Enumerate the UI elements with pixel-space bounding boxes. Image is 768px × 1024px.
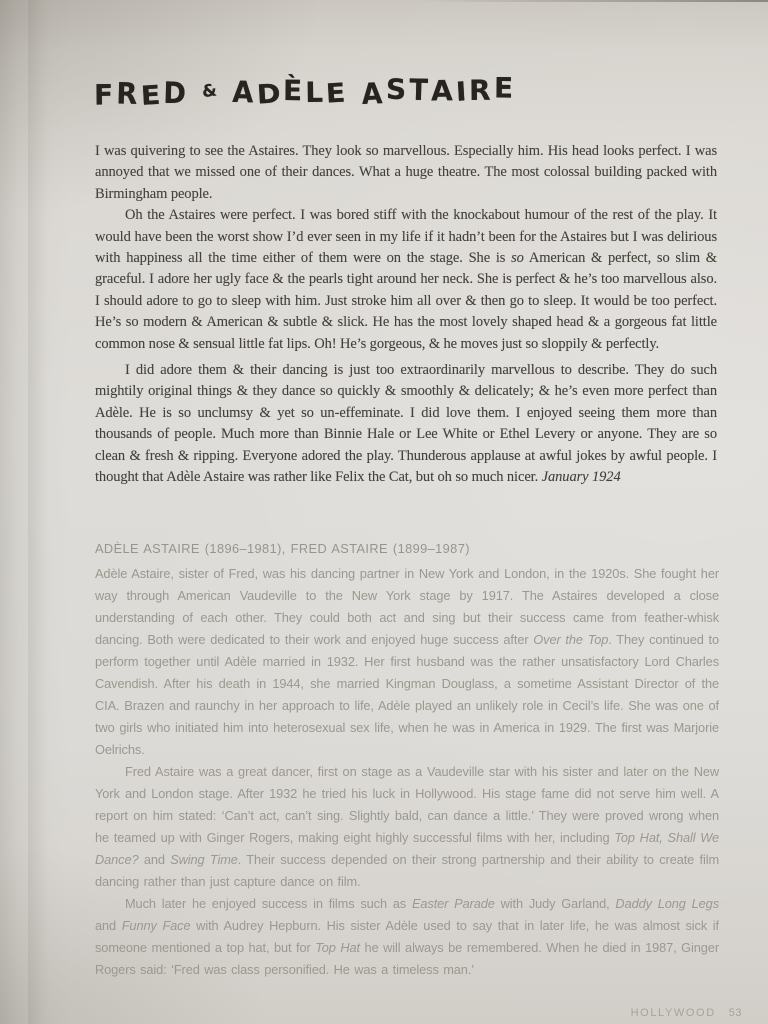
biography-paragraph bbox=[95, 563, 719, 761]
title-char bbox=[219, 78, 233, 112]
title-char: È bbox=[282, 73, 306, 108]
text-run: Top Hat bbox=[315, 940, 360, 955]
text-run: Fred Astaire was a great dancer, first on stage as a Vaudeville star with his sister and later on the New York and London stage. After 1932 he tried his luck in Hollywood. His stage fame did not serve him well. A report on him stated: ‘Can’t act, can’t sing. Slightly bald, can dance a little.’ They were proved wrong when he teamed up with Ginger Rogers, making eight highly successful films with her, including bbox=[95, 764, 719, 845]
title-char: A bbox=[430, 74, 456, 108]
biography-paragraph bbox=[95, 761, 719, 893]
text-run: American & perfect, so slim & graceful. I adore her ugly face & the pearls tight around her neck. She is perfect & he’s too marvellous also. I should adore to go to sleep with him. Just stroke him all over & then go to sleep. It would be too perfect. He’s so modern & American & subtle & slick. He has the most lovely shaped head & a gorgeous fat little common nose & sensual little fat lips. Oh! He’s gorgeous, & he moves just so sloppily & perfectly. bbox=[95, 250, 717, 352]
biography-section bbox=[95, 538, 719, 981]
diary-paragraph bbox=[95, 205, 717, 355]
biography-paragraph bbox=[95, 893, 719, 981]
title-char: D bbox=[255, 77, 285, 111]
text-run: Top Hat, Shall We Dance? bbox=[95, 830, 720, 867]
title-char: I bbox=[454, 75, 471, 108]
title-char: A bbox=[361, 76, 386, 112]
title-char bbox=[189, 75, 202, 108]
biography-heading: ADÈLE ASTAIRE (1896–1981), FRED ASTAIRE (1899–1987) bbox=[95, 541, 470, 556]
text-run: and bbox=[95, 918, 122, 933]
page-title bbox=[94, 73, 516, 111]
text-run: Swing Time bbox=[170, 852, 238, 867]
text-run: so bbox=[511, 250, 524, 267]
title-char bbox=[348, 75, 361, 108]
book-title: HOLLYWOOD bbox=[630, 1007, 716, 1019]
text-run: he will always be remembered. When he died in 1987, Ginger Rogers said: ‘Fred was class personified. He was a timeless man.’ bbox=[95, 940, 719, 977]
diary-paragraph bbox=[95, 141, 717, 205]
title-char: R bbox=[116, 76, 141, 112]
page-number: 53 bbox=[728, 1007, 742, 1019]
diary-paragraph bbox=[95, 360, 717, 488]
text-run: I did adore them & their dancing is just too extraordinarily marvellous to describe. They do such mightily original things & they dance so quickly & smoothly & delicately; & he’s even more perfect than Adèle. He is so unclumsy & yet so un-effeminate. I did love them. I enjoyed seeing them more than thousands of people. Much more than Binnie Hale or Lee White or Ethel Levery or anyone. They are so clean & fresh & ripping. Everyone adored the play. Thunderous applause at awful jokes by awful people. I thought that Adèle Astaire was rather like Felix the Cat, but oh so much nicer. bbox=[95, 362, 717, 486]
text-run: Adèle Astaire, sister of Fred, was his dancing partner in New York and London, in the 1920s. She fought her way through American Vaudeville to the New York stage by 1917. The Astaires developed a close understanding of each other. They could both act and sing but their success came from feather-whisk dancing. Both were dedicated to their work and enjoyed huge success after bbox=[95, 566, 719, 647]
text-run: I was quivering to see the Astaires. They look so marvellous. Especially him. His head looks perfect. I was annoyed that we missed one of their dances. What a huge theatre. The most colossal building packed with Birmingham people. bbox=[95, 143, 717, 202]
title-char: E bbox=[325, 76, 350, 110]
title-char: L bbox=[305, 75, 327, 109]
diary-entry bbox=[95, 141, 717, 489]
title-char: E bbox=[139, 79, 165, 112]
text-run: . They continued to perform together until Adèle married in 1932. Her first husband was the rather unsatisfactory Lord Charles Cavendish. After his death in 1944, she married Kingman Douglass, a sometime Assistant Director of the CIA. Brazen and raunchy in her approach to life, Adèle played an unlikely role in Cecil’s life. She was one of two girls who initiated him into heterosexual sex life, when he was in America in 1929. The first was Marjorie Oelrichs. bbox=[95, 632, 719, 757]
text-run: and bbox=[138, 852, 171, 867]
page-footer bbox=[631, 1007, 742, 1019]
title-char: D bbox=[162, 75, 190, 111]
text-run: Over the Top bbox=[533, 632, 609, 647]
text-run: Easter Parade bbox=[411, 896, 495, 911]
text-run: January 1924 bbox=[541, 469, 621, 486]
title-char: R bbox=[468, 73, 494, 107]
text-run: . Their success depended on their strong partnership and their ability to create film dancing rather than just capture dance on film. bbox=[95, 852, 720, 889]
text-run: with Judy Garland, bbox=[494, 896, 616, 911]
title-char: F bbox=[93, 78, 117, 112]
text-run: Much later he enjoyed success in films such as bbox=[125, 896, 412, 911]
title-char: S bbox=[385, 72, 410, 107]
title-char: T bbox=[408, 72, 432, 108]
text-run: Funny Face bbox=[121, 918, 191, 933]
title-char: E bbox=[493, 71, 516, 105]
title-char: A bbox=[232, 74, 258, 110]
text-run: Daddy Long Legs bbox=[615, 896, 719, 911]
text-run: with Audrey Hepburn. His sister Adèle used to say that in later life, he was almost sick if someone mentioned a top hat, but for bbox=[95, 918, 719, 955]
title-char: & bbox=[200, 79, 221, 102]
text-run: Oh the Astaires were perfect. I was bored stiff with the knockabout humour of the rest of the play. It would have been the worst show I’d ever seen in my life if it hadn’t been for the Astaires but I was delirious with happiness all the time either of them were on the stage. She is bbox=[95, 207, 717, 267]
